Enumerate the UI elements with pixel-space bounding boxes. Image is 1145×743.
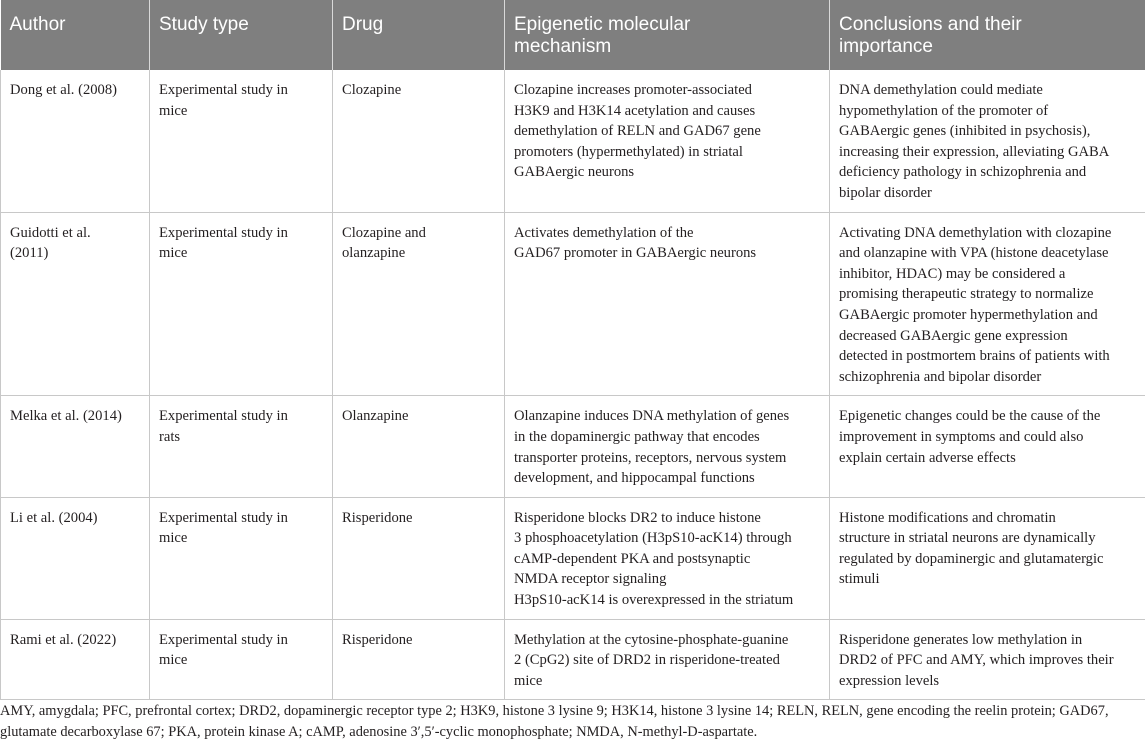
mechanism-cell	[505, 619, 830, 700]
mechanism-cell	[505, 212, 830, 396]
cell-text-line: deficiency pathology in schizophrenia and	[839, 164, 1087, 181]
drug-cell	[333, 396, 505, 497]
cell-text-line: explain certain adverse effects	[839, 449, 1016, 466]
cell-text-line: stimuli	[839, 571, 880, 588]
author-cell	[1, 396, 150, 497]
cell-text-line: mice	[514, 672, 543, 689]
cell-text-line: 2 (CpG2) site of DRD2 in risperidone-treated	[514, 652, 780, 669]
conclusion-cell	[830, 619, 1145, 700]
cell-text-line: Olanzapine	[342, 408, 409, 425]
cell-text-line: Activating DNA demethylation with clozapine	[839, 224, 1112, 241]
cell-text-line: mice	[159, 530, 188, 547]
study-type-cell	[150, 70, 333, 212]
cell-text-line: Risperidone blocks DR2 to induce histone	[514, 509, 761, 526]
author-cell	[1, 619, 150, 700]
author-cell	[1, 497, 150, 619]
cell-text-line: Experimental study in	[159, 408, 288, 425]
cell-text-line: Experimental study in	[159, 224, 288, 241]
author-cell	[1, 70, 150, 212]
cell-text-line: 3 phosphoacetylation (H3pS10-acK14) through	[514, 530, 792, 547]
cell-text-line: promising therapeutic strategy to normalize	[839, 286, 1094, 303]
cell-text-line: Risperidone generates low methylation in	[839, 631, 1083, 648]
cell-text-line: hypomethylation of the promoter of	[839, 102, 1049, 119]
header-drug: Drug	[333, 0, 505, 70]
footnote-line: glutamate decarboxylase 67; PKA, protein kinase A; cAMP, adenosine 3′,5′-cyclic monophosphate; NMDA, N-methyl-D-aspartate.	[0, 723, 758, 740]
cell-text-line: Guidotti et al.	[10, 224, 91, 241]
drug-cell	[333, 619, 505, 700]
study-type-cell	[150, 212, 333, 396]
study-type-cell	[150, 619, 333, 700]
cell-text-line: GABAergic genes (inhibited in psychosis),	[839, 123, 1091, 140]
cell-text-line: transporter proteins, receptors, nervous system	[514, 449, 787, 466]
cell-text-line: Experimental study in	[159, 82, 288, 98]
study-type-cell	[150, 497, 333, 619]
cell-text-line: H3K9 and H3K14 acetylation and causes	[514, 102, 756, 119]
cell-text-line: (2011)	[10, 245, 49, 262]
cell-text-line: Epigenetic changes could be the cause of the	[839, 408, 1101, 425]
cell-text-line: Dong et al. (2008)	[10, 82, 117, 98]
cell-text-line: cAMP-dependent PKA and postsynaptic	[514, 550, 751, 567]
cell-text-line: demethylation of RELN and GAD67 gene	[514, 123, 761, 140]
conclusion-cell	[830, 396, 1145, 497]
conclusion-cell	[830, 70, 1145, 212]
cell-text-line: Li et al. (2004)	[10, 509, 98, 526]
drug-cell	[333, 497, 505, 619]
cell-text-line: Clozapine increases promoter-associated	[514, 82, 752, 98]
author-cell	[1, 212, 150, 396]
study-type-cell	[150, 396, 333, 497]
cell-text-line: regulated by dopaminergic and glutamatergic	[839, 550, 1104, 567]
cell-text-line: Risperidone	[342, 631, 413, 648]
cell-text-line: rats	[159, 428, 181, 445]
cell-text-line: expression levels	[839, 672, 940, 689]
cell-text-line: NMDA receptor signaling	[514, 571, 667, 588]
cell-text-line: Olanzapine induces DNA methylation of genes	[514, 408, 790, 425]
cell-text-line: DRD2 of PFC and AMY, which improves their	[839, 652, 1114, 669]
table-row	[1, 619, 1145, 700]
header-study-type: Study type	[150, 0, 333, 70]
cell-text-line: Histone modifications and chromatin	[839, 509, 1056, 526]
cell-text-line: mice	[159, 102, 188, 119]
table-row	[1, 212, 1145, 396]
mechanism-cell	[505, 396, 830, 497]
cell-text-line: Methylation at the cytosine-phosphate-guanine	[514, 631, 789, 648]
cell-text-line: decreased GABAergic gene expression	[839, 327, 1068, 344]
drug-cell	[333, 70, 505, 212]
header-row	[1, 0, 1145, 70]
cell-text-line: Melka et al. (2014)	[10, 408, 122, 425]
table-row	[1, 70, 1145, 212]
cell-text-line: olanzapine	[342, 245, 406, 262]
cell-text-line: in the dopaminergic pathway that encodes	[514, 428, 760, 445]
cell-text-line: DNA demethylation could mediate	[839, 82, 1043, 98]
cell-text-line: detected in postmortem brains of patients with	[839, 348, 1110, 365]
cell-text-line: Rami et al. (2022)	[10, 631, 117, 648]
cell-text-line: Experimental study in	[159, 509, 288, 526]
header-mechanism: Epigenetic molecular mechanism	[505, 0, 830, 70]
header-author: Author	[1, 0, 150, 70]
conclusion-cell	[830, 497, 1145, 619]
cell-text-line: increasing their expression, alleviating GABA	[839, 143, 1110, 160]
drug-cell	[333, 212, 505, 396]
conclusion-cell	[830, 212, 1145, 396]
cell-text-line: mice	[159, 245, 188, 262]
cell-text-line: mice	[159, 652, 188, 669]
cell-text-line: structure in striatal neurons are dynamically	[839, 530, 1096, 547]
cell-text-line: GABAergic promoter hypermethylation and	[839, 306, 1098, 323]
cell-text-line: inhibitor, HDAC) may be considered a	[839, 265, 1066, 282]
cell-text-line: GAD67 promoter in GABAergic neurons	[514, 245, 757, 262]
table-row	[1, 497, 1145, 619]
table-footnote	[0, 701, 1140, 742]
mechanism-cell	[505, 497, 830, 619]
table-row	[1, 396, 1145, 497]
cell-text-line: development, and hippocampal functions	[514, 470, 755, 487]
mechanism-cell	[505, 70, 830, 212]
cell-text-line: Activates demethylation of the	[514, 224, 694, 241]
cell-text-line: improvement in symptoms and could also	[839, 428, 1084, 445]
cell-text-line: bipolar disorder	[839, 184, 932, 201]
footnote-line: AMY, amygdala; PFC, prefrontal cortex; DRD2, dopaminergic receptor type 2; H3K9, histone 3 lysine 9; H3K14, histone 3 lysine 14; RELN, RELN, gene encoding the reelin protein; GAD67,	[0, 703, 1109, 719]
cell-text-line: Experimental study in	[159, 631, 288, 648]
cell-text-line: promoters (hypermethylated) in striatal	[514, 143, 743, 160]
cell-text-line: H3pS10-acK14 is overexpressed in the striatum	[514, 592, 794, 609]
cell-text-line: Risperidone	[342, 509, 413, 526]
cell-text-line: Clozapine	[342, 82, 402, 98]
cell-text-line: schizophrenia and bipolar disorder	[839, 368, 1042, 385]
cell-text-line: and olanzapine with VPA (histone deacetylase	[839, 245, 1109, 262]
header-conclusions: Conclusions and their importance	[830, 0, 1145, 70]
cell-text-line: GABAergic neurons	[514, 164, 635, 181]
cell-text-line: Clozapine and	[342, 224, 426, 241]
